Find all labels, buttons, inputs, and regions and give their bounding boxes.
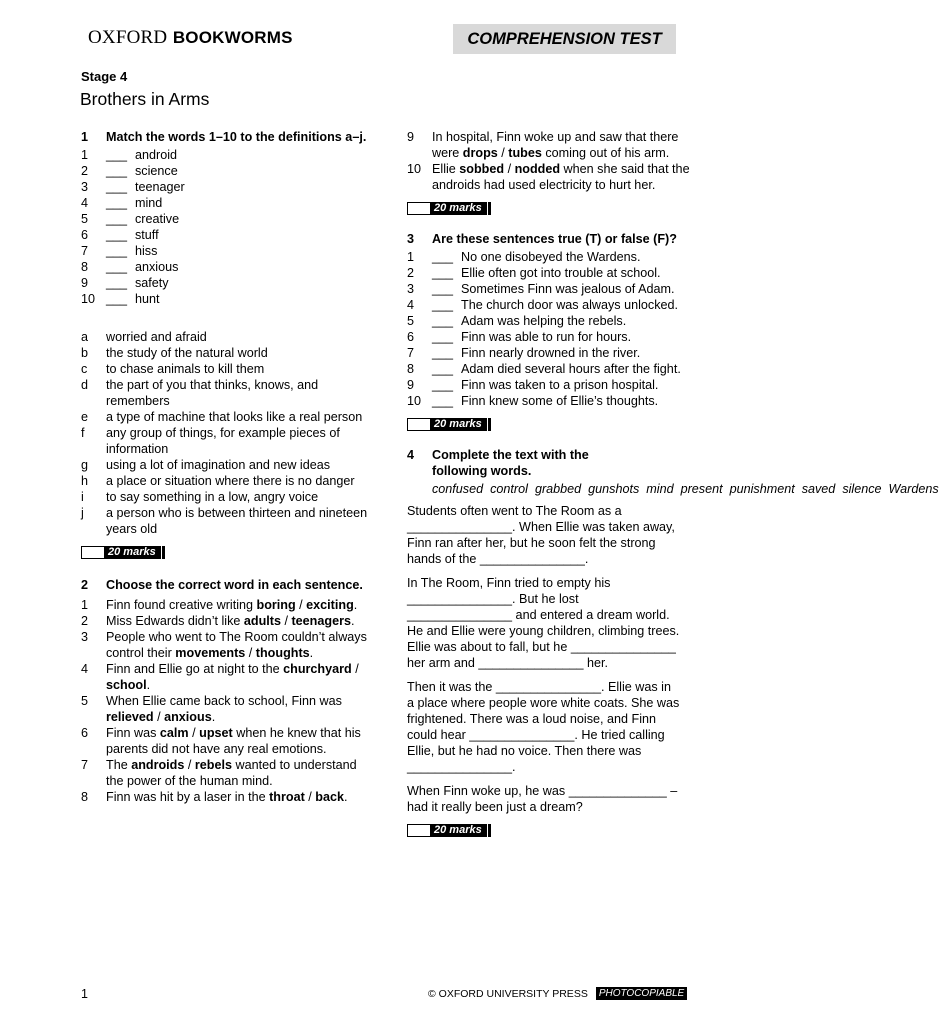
marks-label: 20 marks [430,824,487,837]
test-title: COMPREHENSION TEST [453,24,676,54]
statement-text: No one disobeyed the Wardens. [461,250,641,264]
definition-item [81,489,371,505]
marks-box [407,417,697,431]
text-line: could hear _______________. He tried calling [407,728,665,742]
answer-blank: ___ [106,212,128,226]
definition-text: the part of you that thinks, knows, and remembers [106,378,319,408]
choice-item [81,725,371,757]
text-part: Finn found creative writing [106,598,257,612]
choice-item [81,789,371,805]
item-text [106,789,371,805]
text-line: Students often went to The Room as a [407,504,622,518]
item-number: 3 [81,630,89,644]
definition-letter: c [81,362,88,376]
definition-text: worried and afraid [106,330,207,344]
text-part: . [211,710,216,724]
answer-blank: ___ [432,378,454,392]
answer-blank: ___ [432,266,454,280]
text-part: Finn and Ellie go at night to the [106,662,284,676]
item-number: 5 [81,212,89,226]
statement-text: Sometimes Finn was jealous of Adam. [461,282,675,296]
definition-text: a type of machine that looks like a real person [106,410,363,424]
text-line: _______________. When Ellie was taken away, [407,520,675,534]
true-false-item [407,249,697,265]
answer-blank: ___ [432,330,454,344]
text-part: when she said that the androids had used electricity to hurt her. [432,162,690,192]
question-heading [407,447,697,479]
choice-word: upset [199,726,233,740]
word-item [81,163,371,179]
question-number: 3 [407,232,415,246]
text-part: / [184,758,195,772]
answer-blank: ___ [106,228,128,242]
answer-blank: ___ [106,180,128,194]
choice-word: thoughts [255,646,310,660]
choice-word: nodded [514,162,561,176]
definition-letter: g [81,458,89,472]
text-line: frightened. There was a loud noise, and Finn [407,712,657,726]
text-line: Then it was the _______________. Ellie was in [407,680,671,694]
word-text: science [135,164,178,178]
word-text: anxious [135,260,179,274]
text-line: When Finn woke up, he was ______________ – [407,784,678,798]
definition-letter: j [81,506,84,520]
statement-text: Finn was able to run for hours. [461,330,632,344]
item-number: 10 [407,394,422,408]
text-part: / [245,646,256,660]
item-number: 2 [81,164,89,178]
answer-blank: ___ [106,244,128,258]
choice-word: relieved [106,710,154,724]
choice-word: boring [256,598,296,612]
true-false-item [407,281,697,297]
text-part: . [351,614,355,628]
choice-word: anxious [164,710,212,724]
marks-end [162,546,165,559]
item-number: 1 [81,148,89,162]
definition-letter: a [81,330,89,344]
item-number: 5 [81,694,89,708]
bank-word: mind [646,482,674,496]
text-line: In The Room, Finn tried to empty his [407,576,611,590]
definition-text: a person who is between thirteen and nineteen years old [106,506,368,536]
page-number: 1 [81,987,88,1001]
choice-word: movements [175,646,246,660]
question-heading [81,129,371,145]
text-part: / [280,614,292,628]
text-line: _______________ and entered a dream world. [407,608,670,622]
copyright-text: © OXFORD UNIVERSITY PRESS [428,987,588,1000]
statement-text: Finn nearly drowned in the river. [461,346,641,360]
question-instruction: Choose the correct word in each sentence. [106,578,363,592]
true-false-item [407,393,697,409]
answer-blank: ___ [106,260,128,274]
choice-word: throat [269,790,305,804]
word-text: stuff [135,228,159,242]
true-false-item [407,377,697,393]
spacer [407,215,697,231]
text-part: . [353,598,358,612]
definition-item [81,377,371,409]
item-number: 4 [81,196,89,210]
choice-item [407,161,697,193]
statement-text: Finn knew some of Ellie’s thoughts. [461,394,659,408]
choice-word: sobbed [459,162,505,176]
question-number: 1 [81,130,89,144]
brand-bookworms: BOOKWORMS [172,28,293,47]
definition-text: the study of the natural world [106,346,268,360]
true-false-item [407,329,697,345]
answer-blank: ___ [432,298,454,312]
word-item [81,147,371,163]
answer-blank: ___ [106,164,128,178]
word-item [81,211,371,227]
footer-copyright [428,987,687,1000]
text-part: wanted to understand the power of the human mind. [106,758,357,788]
text-part: The [106,758,132,772]
word-text: teenager [135,180,185,194]
choice-item [81,629,371,661]
left-column [81,129,371,805]
true-false-item [407,297,697,313]
definition-text: to chase animals to kill them [106,362,265,376]
text-line: _______________. [407,760,516,774]
text-part: . [146,678,151,692]
choice-word: androids [131,758,185,772]
definition-text: any group of things, for example pieces of information [106,426,340,456]
item-text [432,129,697,161]
item-number: 3 [407,282,415,296]
definition-item [81,329,371,345]
bank-word: present [680,482,723,496]
item-text [106,757,371,789]
text-line: had it really been just a dream? [407,800,583,814]
text-line: Ellie, but he had no voice. Then there was [407,744,642,758]
bank-word: Wardens [888,482,939,496]
word-text: hiss [135,244,158,258]
text-line: hands of the _______________. [407,552,589,566]
text-part: . [309,646,314,660]
choice-word: drops [462,146,498,160]
word-bank [432,481,939,497]
item-number: 9 [407,130,415,144]
choice-word: exciting [306,598,354,612]
definition-item [81,505,371,537]
right-column [407,129,939,837]
text-part: . [344,790,348,804]
bank-word: grabbed [534,482,582,496]
item-text [106,693,371,725]
item-number: 5 [407,314,415,328]
text-part: Finn was [106,726,160,740]
item-number: 7 [81,244,89,258]
statement-text: The church door was always unlocked. [461,298,679,312]
choice-item [407,129,697,161]
question-heading [81,577,371,593]
word-text: android [135,148,178,162]
bank-word: silence [842,482,882,496]
text-paragraph [407,575,697,671]
choice-item [81,757,371,789]
item-number: 7 [407,346,415,360]
true-false-item [407,345,697,361]
word-text: hunt [135,292,160,306]
photocopiable-badge: PHOTOCOPIABLE [596,987,687,1000]
word-item [81,243,371,259]
choice-word: adults [243,614,281,628]
choice-word: back [315,790,345,804]
true-false-item [407,313,697,329]
definition-text: using a lot of imagination and new ideas [106,458,331,472]
bank-word: confused [432,482,484,496]
definition-letter: b [81,346,89,360]
text-line: Ellie was about to fall, but he _______________ [407,640,676,654]
marks-box [407,201,697,215]
marks-label: 20 marks [104,546,161,559]
definition-text: to say something in a low, angry voice [106,490,319,504]
item-number: 1 [81,598,89,612]
marks-blank [407,418,430,431]
choice-word: churchyard [283,662,352,676]
item-number: 6 [81,228,89,242]
text-part: / [497,146,509,160]
text-part: coming out of his arm. [541,146,670,160]
book-title: Brothers in Arms [80,89,210,109]
answer-blank: ___ [106,292,128,306]
marks-blank [407,824,430,837]
definition-letter: f [81,426,85,440]
word-item [81,227,371,243]
marks-end [488,824,491,837]
true-false-item [407,265,697,281]
word-text: safety [135,276,169,290]
item-number: 2 [81,614,89,628]
definition-item [81,473,371,489]
statement-text: Ellie often got into trouble at school. [461,266,661,280]
item-number: 7 [81,758,89,772]
text-line: a place where people wore white coats. She was [407,696,680,710]
spacer [407,431,697,447]
definition-letter: h [81,474,89,488]
answer-blank: ___ [106,196,128,210]
marks-blank [81,546,104,559]
brand-oxford: OXFORD [88,27,168,48]
item-number: 8 [407,362,415,376]
choice-word: school [106,678,147,692]
item-number: 6 [81,726,89,740]
word-item [81,179,371,195]
word-item [81,195,371,211]
text-part: / [304,790,316,804]
item-text [106,629,371,661]
definition-item [81,409,371,425]
word-item [81,259,371,275]
answer-blank: ___ [432,394,454,408]
question-instruction: Are these sentences true (T) or false (F)? [432,232,677,246]
item-number: 3 [81,180,89,194]
definition-item [81,425,371,457]
text-part: Finn was hit by a laser in the [106,790,270,804]
question-number: 2 [81,578,89,592]
text-line: her arm and _______________ her. [407,656,608,670]
text-part: People who went to The Room couldn’t always control their [106,630,367,660]
item-text [106,661,371,693]
text-paragraph [407,783,697,815]
statement-text: Adam died several hours after the fight. [461,362,681,376]
item-number: 9 [81,276,89,290]
true-false-item [407,361,697,377]
answer-blank: ___ [106,148,128,162]
choice-word: tubes [508,146,542,160]
definition-letter: e [81,410,89,424]
text-part: / [188,726,200,740]
definition-letter: i [81,490,84,504]
statement-text: Adam was helping the rebels. [461,314,627,328]
answer-blank: ___ [432,346,454,360]
marks-box [407,823,697,837]
choice-item [81,661,371,693]
item-number: 8 [81,260,89,274]
definition-item [81,361,371,377]
marks-label: 20 marks [430,202,487,215]
answer-blank: ___ [106,276,128,290]
item-number: 10 [81,292,96,306]
answer-blank: ___ [432,362,454,376]
answer-blank: ___ [432,314,454,328]
choice-item [81,613,371,629]
question-instruction: Complete the text with the following words. [432,448,589,478]
word-text: mind [135,196,163,210]
bank-word: punishment [729,482,795,496]
stage-label: Stage 4 [81,69,128,84]
text-part: Ellie [432,162,460,176]
text-part: / [504,162,515,176]
text-line: _______________. But he lost [407,592,579,606]
spacer [81,307,371,329]
choice-word: rebels [194,758,232,772]
text-part: In hospital, Finn woke up and saw that there were [432,130,679,160]
question-instruction: Match the words 1–10 to the definitions a–j. [106,130,367,144]
item-text [106,613,371,629]
question-number: 4 [407,448,415,462]
choice-item [81,597,371,613]
definition-text: a place or situation where there is no danger [106,474,355,488]
question-heading [407,231,697,247]
item-number: 8 [81,790,89,804]
item-number: 4 [407,298,415,312]
answer-blank: ___ [432,282,454,296]
text-line: Finn ran after her, but he soon felt the strong [407,536,656,550]
bank-word: control [490,482,528,496]
item-text [106,725,371,757]
item-text [106,597,371,613]
item-number: 10 [407,162,422,176]
word-item [81,291,371,307]
item-number: 6 [407,330,415,344]
marks-box [81,545,371,559]
spacer [81,559,371,577]
choice-word: calm [159,726,189,740]
marks-end [488,202,491,215]
definition-letter: d [81,378,89,392]
choice-item [81,693,371,725]
word-item [81,275,371,291]
item-number: 2 [407,266,415,280]
text-paragraph [407,503,697,567]
definition-item [81,457,371,473]
item-text [432,161,697,193]
choice-word: teenagers [291,614,351,628]
marks-label: 20 marks [430,418,487,431]
text-part: when he knew that his parents did not have any real emotions. [106,726,361,756]
text-line: He and Ellie were young children, climbing trees. [407,624,680,638]
item-number: 1 [407,250,415,264]
item-number: 9 [407,378,415,392]
text-part: When Ellie came back to school, Finn was [106,694,342,708]
text-paragraph [407,679,697,775]
text-part: / [153,710,165,724]
text-part: Miss Edwards didn’t like [106,614,244,628]
marks-blank [407,202,430,215]
answer-blank: ___ [432,250,454,264]
bank-word: saved [801,482,836,496]
word-text: creative [135,212,180,226]
brand-logo [88,27,293,49]
text-part: / [351,662,359,676]
item-number: 4 [81,662,89,676]
marks-end [488,418,491,431]
definition-item [81,345,371,361]
text-part: / [295,598,307,612]
bank-word: gunshots [588,482,640,496]
statement-text: Finn was taken to a prison hospital. [461,378,659,392]
